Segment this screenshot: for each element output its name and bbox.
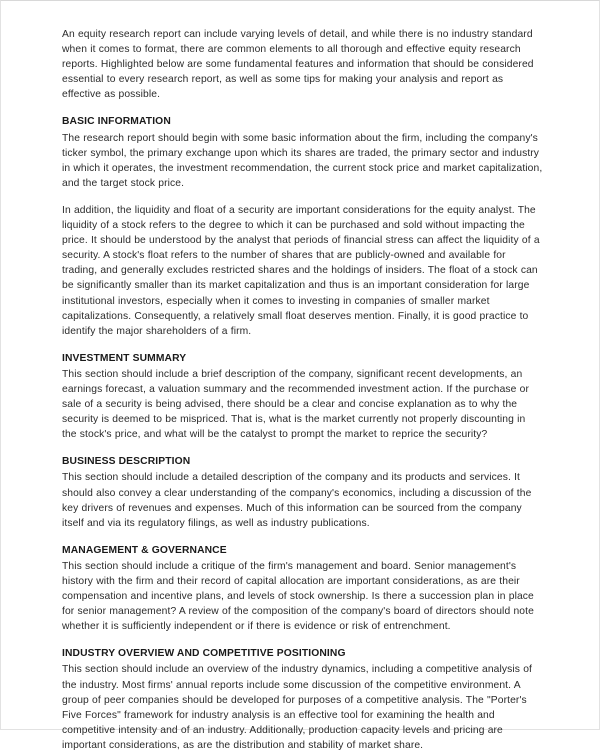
intro-paragraph: An equity research report can include varying levels of detail, and while there is no industry standard when it comes to format, there are common elements to all thorough and effective equity research reports. Highlighted below are some fundamental features and information that should be considered essential to every research report, as well as some tips for making your analysis and report as effective as possible. xyxy=(62,29,534,101)
section-paragraph: This section should include a critique of the firm's management and board. Senior management's history with the firm and their record of capital allocation are important considerations, as are their compensation and incentive plans, and levels of stock ownership. Is there a succession plan in place for senior management? A review of the composition of the company's board of directors should note whether it is sufficiently independent or if there is evidence or risk of entrenchment. xyxy=(62,560,534,633)
section-basic-information xyxy=(62,114,543,338)
section-paragraph: This section should include an overview of the industry dynamics, including a competitive analysis of the industry. Most firms' annual reports include some discussion of the competitive environment. A group of peer companies should be developed for purposes of a competitive analysis. The "Porter's Five Forces" framework for industry analysis is an effective tool for examining the health and competitive intensity and of an industry. Additionally, production capacity levels and pricing are important considerations, as are the distribution and stability of market share. xyxy=(62,664,533,751)
section-heading: BUSINESS DESCRIPTION xyxy=(62,456,191,468)
document-body xyxy=(1,1,599,753)
section-heading: INDUSTRY OVERVIEW AND COMPETITIVE POSITIONING xyxy=(62,648,346,660)
section-industry-overview xyxy=(62,646,543,753)
section-paragraph: In addition, the liquidity and float of a security are important considerations for the equity analyst. The liquidity of a stock refers to the degree to which it can be purchased and sold without impacting the price. It should be understood by the analyst that periods of financial stress can affect the liquidity of a security. A stock's float refers to the number of shares that are publicly-owned and available for trading, and generally excludes restricted shares and the holdings of insiders. The float of a stock can be significantly smaller than its market capitalization and thus is an important consideration for large institutional investors, especially when it comes to investing in companies of smaller market capitalizations. Consequently, a relatively small float deserves mention. Finally, it is good practice to identify the major shareholders of a firm. xyxy=(62,204,540,337)
section-paragraph: The research report should begin with some basic information about the firm, including the company's ticker symbol, the primary exchange upon which its shares are traded, the primary sector and industry in which it operates, the investment recommendation, the current stock price and market capitalization, and the target stock price. xyxy=(62,132,543,189)
section-heading: INVESTMENT SUMMARY xyxy=(62,352,187,364)
section-paragraph: This section should include a brief description of the company, significant recent developments, an earnings forecast, a valuation summary and the recommended investment action. If the purchase or sale of a security is being advised, there should be a clear and concise explanation as to why the security is deemed to be mispriced. That is, what is the market currently not properly discounting in the stock's price, and what will be the catalyst to prompt the market to reprice the security? xyxy=(62,368,530,441)
section-heading: BASIC INFORMATION xyxy=(62,116,171,128)
section-business-description xyxy=(62,454,543,530)
section-investment-summary xyxy=(62,351,543,443)
section-management-governance xyxy=(62,543,543,635)
section-paragraph: This section should include a detailed description of the company and its products and services. It should also convey a clear understanding of the company's economics, including a discussion of the key drivers of revenues and expenses. Much of this information can be sourced from the company itself and via its regulatory filings, as well as industry publications. xyxy=(62,472,532,529)
section-heading: MANAGEMENT & GOVERNANCE xyxy=(62,544,227,556)
